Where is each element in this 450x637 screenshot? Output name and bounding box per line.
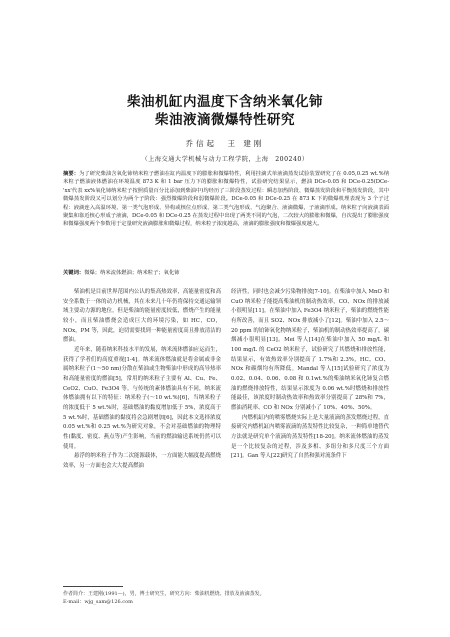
abstract-text: 为了研究柴油含氧化铈纳米粒子燃油在缸内温度下的膨胀和微爆特性，利用挂滴式单液滴蒸发试验装置研究了在 0.05,0.25 wt.%纳米粒子燃油液体燃油在环境温度 873 K 和 1 bar 压力下的膨胀和微爆特性，试验研究结果显示，燃油 DCe-0.05 和 DCe-0.25(DCe-'xx'代表 xx%氧化铈纳米粒子按照质量百分比添加到柴油中)均经历了三阶段蒸发过程：瞬态加热阶段、微爆蒸发阶段和平衡蒸发阶段，其中微爆蒸发阶段又可以划分为两个子阶段：强烈微爆阶段和弱微爆阶段。DCe-0.05 和 DCe-0.25 在 873 K 下的微爆机理表现为 3 个子过程：液滴连入高温环境、第一类气泡形成、异构或核位点形成、第二类气泡形成、气泡聚合、液滴微爆，子液滴形成。纳米粒子向液滴表面聚集和靠近核心形成子液滴，DCe-0.05 和 DCe-0.25 在蒸发过程中出现了两类不同的气泡，二次较大的膨胀和微爆，自次提出了膨胀强度和微爆强度两个参数用于定量研究液滴膨胀和微爆过程，纳米粒子浓度越高，液滴的膨胀强度和微爆强度越大。 [63,171,389,228]
body-paragraph: 悬浮的纳米粒子作为二次能源载体，一方面能大幅度提高燃烧效率，另一方面也会大大提高燃油 [63,453,221,469]
body-paragraph: 经济性，同时也会减少污染物排放[7-10]。在柴油中加入 MnO 和 CuO 纳米粒子能提高柴油机的制动热效率，CO、NOx 的排放减小很明显[11]。在柴油中加入 Fe3O4 纳米粒子，柴油的燃烧性能有所改善，而且 SO2、NOx 排放减小了[12]。柴油中加入 2.5～20 ppm 的铂铈氧化物纳米粒子，柴油机的制动热效率提高了，碳烟减小很明显[13]。Mei 等人[14]在柴油中加入 50 mg/L 和 100 mg/L 的 CeO2 纳米粒子，试验研究了其燃烧和排放性能，结果显示，有效热效率分别提高了 1.7%和 2.3%，HC、CO、NOx 和碳烟均有所降低。Mandal 等人[15]试验研究了浓度为 0.02、0.04、0.06、0.08 和 0.1wt.%的柴油纳米氧化铈复合燃油的燃烧排放特性，结果显示浓度为 0.06 wt.%时燃烧和排放性能最佳，该浓度时制动热效率和热效率分别提高了 28%和 7%，燃油消耗率、CO 和 NOx 分别减小了 10%、40%、50%。 [231,289,389,411]
abstract [63,170,389,229]
body-paragraph: 近年来，随着纳米科技水平的发展，纳米流体燃油应运而生，获得了学者们的高度重视[1-4]。纳米流体燃油就是将金属或非金属纳米粒子(1～50 nm)分散在柴油或生物柴油中形成的高导热率和高能量密度的燃油[5]，常用的纳米粒子主要有 Al、Cu、Fe、CeO2、CuO、Fe3O4 等。与传统的紊体燃油具有不同，纳米流体燃油拥有以下的特征：纳米粒子(～10 wt.%)[6]，当纳米粒子的浓度低于 5 wt.%时，基础燃油的黏度增加低于 5%，浓度高于 5 wt.%时，基础燃油的黏度将会急剧增加[6]，因此本文选择浓度 0.05 wt.%和 0.25 wt.%为研究对象，不会对基础燃油的物理特性(黏度、密度、燕点等)产生影响，当前的燃油输送系统仍然可以使用。 [63,346,221,450]
body-right-column [231,288,389,462]
keywords [63,269,389,277]
footnote-author-bio: 作者简介：王建刚(1991—)，男，博士研究生，研究方向：柴油机燃烧、排放及液滴蒸发。 [63,591,265,597]
paper-authors: 乔信起 王 建刚 [185,139,265,148]
body-paragraph: 内燃机缸内的喷雾燃烧实际上是大量液滴的蒸发燃烧过程，直接研究内燃机缸内喷雾液滴的蒸发特性比较复杂，一种简单地替代方法就是研究单个液滴的蒸发特性[18-20]。纳米流体燃油的蒸发是一个比较复杂的过程，涉及多相、多组分和多尺度三个方面[21]。Gan 等人[22]研究了自然和强对流条件下 [231,414,389,460]
footnote-email: E-mail：wjg_sam@126.com [63,599,133,605]
body-paragraph: 柴油机是目前世界范围内公认的集高热效率，高能量密度和高安全系数于一体的动力机械，其在未来几十年仍将保持交通运输领域主要动力源的地位。但是柴油的能量密度较低，燃烧产生的能量较小，而且柴油燃烧会造成巨大的环境污染，如 HC，CO，NOx，PM 等，因此，迫切需要找到一种能量密度高且排放清洁的燃油。 [63,289,221,344]
footnote-rule [63,586,123,587]
paper-title-line1: 柴油机缸内温度下含纳米氧化铈 [127,94,323,110]
body-left-column [63,288,221,471]
abstract-label: 摘要： [63,171,80,177]
keywords-label: 关键词： [63,270,85,276]
paper-affiliation: （上海交通大学机械与动力工程学院，上海 200240） [141,156,309,163]
paper-title-line2: 柴油液滴微爆特性研究 [155,112,295,128]
keywords-text: 微爆；纳米流体燃油；纳米粒子；氧化铈 [84,270,180,276]
footnote [63,590,389,606]
